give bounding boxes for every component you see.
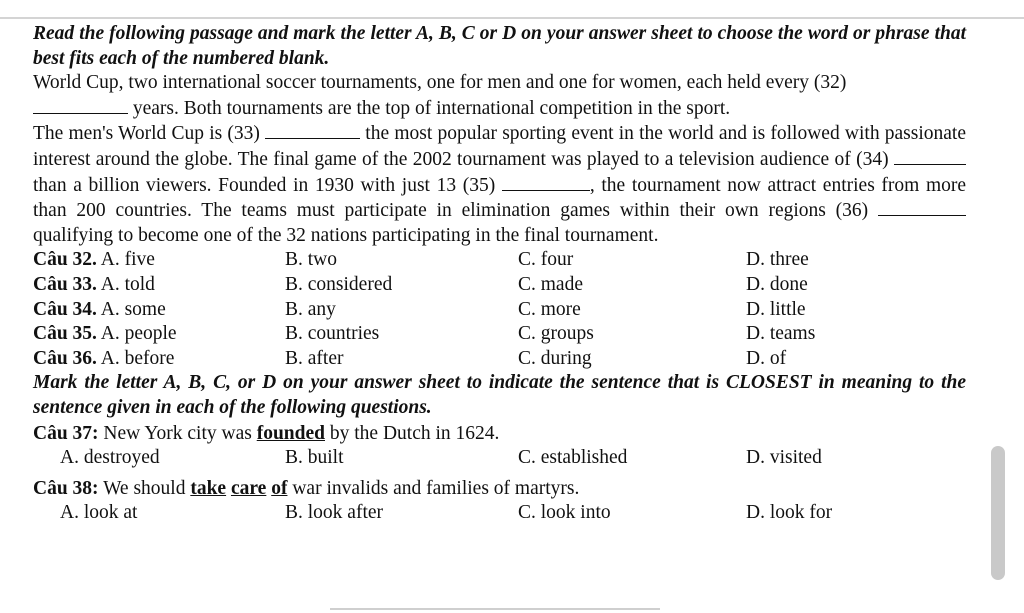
passage-text: than a billion viewers. Founded in 1930 with just 13 (35) (33, 174, 496, 196)
option-a[interactable]: Câu 35. A. people (33, 323, 177, 345)
question-row-35 (33, 322, 966, 347)
blank-36 (878, 198, 966, 216)
question-row-34 (33, 298, 966, 323)
option-d[interactable]: D. look for (746, 502, 833, 524)
top-divider (0, 17, 1024, 19)
option-c[interactable]: C. during (518, 347, 592, 369)
underlined-keyword: care (230, 477, 267, 499)
question-37 (33, 422, 966, 447)
option-a[interactable]: A. look at (60, 502, 138, 524)
option-a[interactable]: A. destroyed (60, 447, 160, 469)
option-c[interactable]: C. made (518, 273, 583, 295)
underlined-keyword: take (190, 477, 227, 499)
option-d[interactable]: D. little (746, 298, 806, 320)
option-c[interactable]: C. look into (518, 502, 611, 524)
option-a[interactable]: Câu 33. A. told (33, 273, 155, 295)
option-b[interactable]: B. any (285, 298, 336, 320)
passage-text: years. Both tournaments are the top of international competition in the sport. (132, 97, 731, 119)
option-d[interactable]: D. of (746, 347, 787, 369)
option-b[interactable]: B. after (285, 347, 344, 369)
option-d[interactable]: D. three (746, 249, 809, 271)
option-c[interactable]: C. more (518, 298, 581, 320)
question-text: war invalids and families of martyrs. (292, 477, 580, 499)
section2-instruction: Mark the letter A, B, C, or D on your answer sheet to indicate the sentence that is CLOSEST in meaning to the sentence given in each of the following questions. (33, 372, 966, 418)
option-d[interactable]: D. teams (746, 323, 816, 345)
blank-35 (502, 173, 590, 191)
question-text: We should (103, 477, 186, 499)
option-a[interactable]: Câu 36. A. before (33, 347, 175, 369)
option-b[interactable]: B. countries (285, 323, 380, 345)
question-row-33 (33, 273, 966, 298)
option-b[interactable]: B. look after (285, 502, 384, 524)
passage-text: World Cup, two international soccer tournaments, one for men and one for women, each held every (32) (33, 72, 847, 94)
question-text: by the Dutch in 1624. (329, 422, 500, 444)
question-row-36 (33, 347, 966, 372)
underlined-keyword: of (271, 477, 288, 499)
question-38 (33, 477, 966, 502)
passage-text: qualifying to become one of the 32 nations participating in the final tournament. (33, 224, 659, 246)
passage (33, 71, 966, 248)
question-row-32 (33, 248, 966, 273)
scrollbar-thumb[interactable] (991, 446, 1005, 580)
option-d[interactable]: D. visited (746, 447, 822, 469)
section1-instruction: Read the following passage and mark the letter A, B, C or D on your answer sheet to choose the word or phrase that best fits each of the numbered blank. (33, 23, 966, 69)
question-label: Câu 37: (33, 422, 99, 444)
question-row-37 (33, 446, 966, 471)
blank-33 (265, 121, 360, 139)
option-b[interactable]: B. built (285, 447, 344, 469)
option-c[interactable]: C. established (518, 447, 628, 469)
option-c[interactable]: C. four (518, 249, 574, 271)
option-b[interactable]: B. considered (285, 273, 393, 295)
passage-text: the most popular sporting event in the world and is followed with passionate interest around the globe. The final game of the 2002 tournament was played to a television audience of (34) (33, 123, 966, 170)
passage-text: The men's World Cup is (33) (33, 123, 260, 145)
option-a[interactable]: Câu 32. A. five (33, 249, 155, 271)
option-c[interactable]: C. groups (518, 323, 594, 345)
passage-text: , the tournament now attract entries from more than 200 countries. The teams must participate in elimination games within their own regions (36) (33, 174, 967, 222)
bottom-divider (330, 608, 660, 610)
question-text: New York city was (103, 422, 252, 444)
underlined-keyword: founded (256, 422, 325, 444)
option-a[interactable]: Câu 34. A. some (33, 298, 166, 320)
blank-34 (894, 147, 966, 165)
question-row-38 (33, 501, 966, 526)
option-d[interactable]: D. done (746, 273, 808, 295)
question-label: Câu 38: (33, 477, 99, 499)
worksheet (33, 22, 966, 526)
option-b[interactable]: B. two (285, 249, 338, 271)
blank-32 (33, 96, 128, 114)
